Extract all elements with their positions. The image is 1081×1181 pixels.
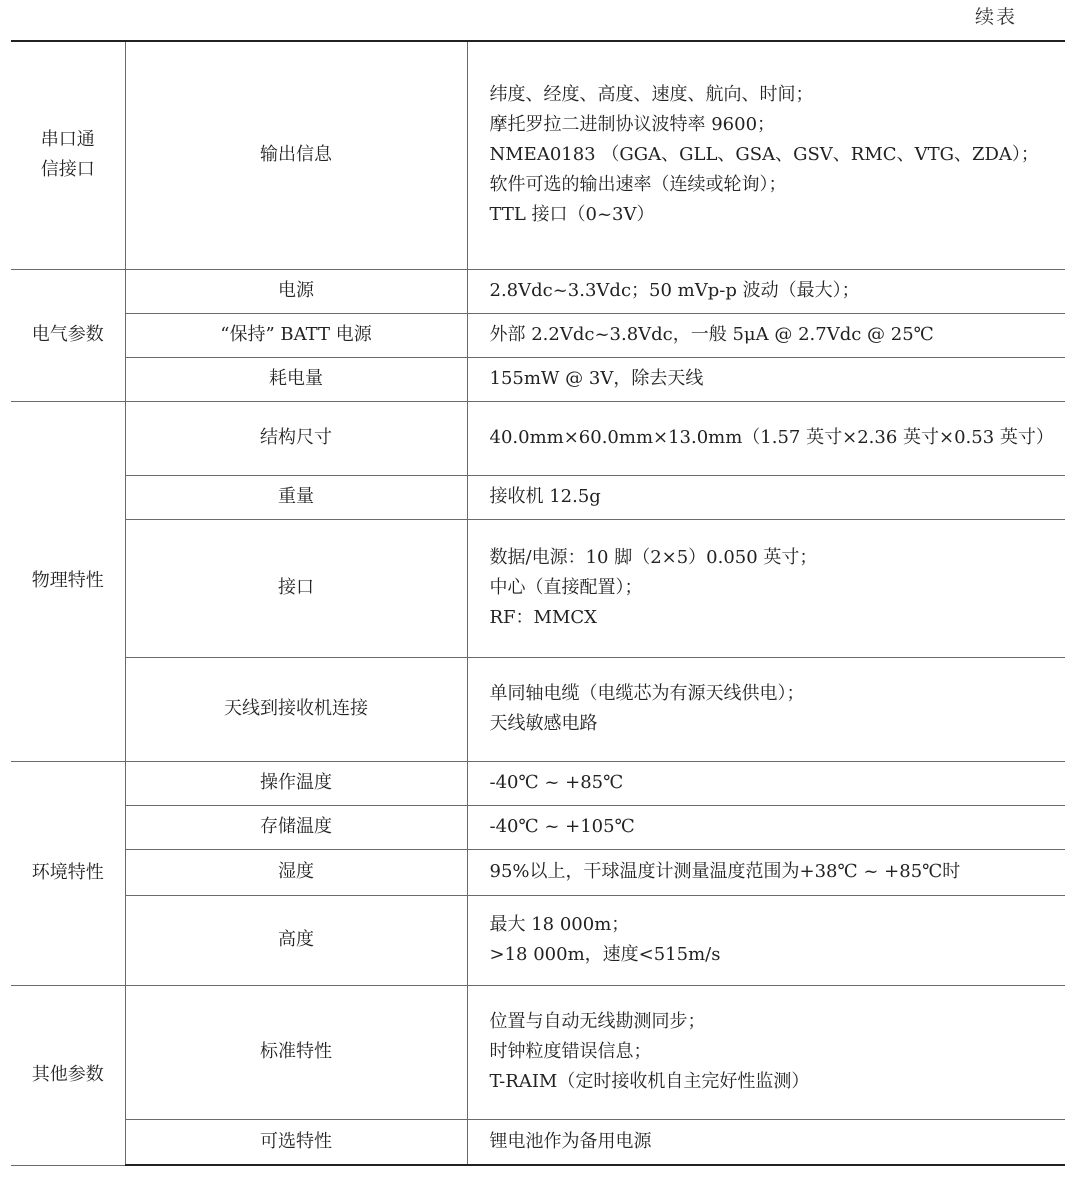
description-line: 接收机 12.5g	[489, 486, 601, 507]
description-cell	[467, 657, 1065, 761]
item-cell: 天线到接收机连接	[125, 657, 467, 761]
item-cell: 接口	[125, 519, 467, 657]
table-row	[11, 269, 1065, 313]
table-row	[11, 805, 1065, 849]
description-cell	[467, 519, 1065, 657]
item-cell: 输出信息	[125, 41, 467, 269]
description-line: -40℃ ~ +85℃	[489, 772, 624, 793]
table-row	[11, 657, 1065, 761]
table-row	[11, 895, 1065, 985]
description-line: 单同轴电缆（电缆芯为有源天线供电）；	[489, 683, 805, 704]
description-line: 外部 2.2Vdc~3.8Vdc，一般 5μA @ 2.7Vdc @ 25℃	[489, 324, 934, 345]
description-cell	[467, 41, 1065, 269]
description-cell	[467, 269, 1065, 313]
item-cell: 耗电量	[125, 357, 467, 401]
description-line: -40℃ ~ +105℃	[489, 816, 635, 837]
description-cell	[467, 401, 1065, 475]
item-cell: 结构尺寸	[125, 401, 467, 475]
description-cell	[467, 805, 1065, 849]
description-line: 155mW @ 3V，除去天线	[489, 368, 704, 389]
description-line: T-RAIM（定时接收机自主完好性监测）	[489, 1071, 810, 1092]
table-row	[11, 313, 1065, 357]
category-cell: 环境特性	[11, 761, 125, 985]
description-cell	[467, 357, 1065, 401]
item-cell: 存储温度	[125, 805, 467, 849]
table-row	[11, 1119, 1065, 1165]
description-line: 锂电池作为备用电源	[489, 1130, 652, 1152]
category-label: 串口通信接口	[40, 129, 95, 181]
category-cell	[11, 41, 125, 269]
item-cell: 湿度	[125, 849, 467, 895]
category-cell: 物理特性	[11, 401, 125, 761]
description-line: 2.8Vdc~3.3Vdc；50 mVp-p 波动（最大）；	[489, 280, 860, 301]
description-cell	[467, 313, 1065, 357]
item-cell: 电源	[125, 269, 467, 313]
table-row	[11, 475, 1065, 519]
table-row	[11, 761, 1065, 805]
table-row	[11, 849, 1065, 895]
table-row	[11, 519, 1065, 657]
description-line: TTL 接口（0~3V）	[489, 204, 655, 226]
description-line: 95%以上，干球温度计测量温度范围为+38℃ ~ +85℃时	[489, 861, 961, 882]
description-line: NMEA0183 （GGA、GLL、GSA、GSV、RMC、VTG、ZDA）；	[489, 144, 1039, 166]
description-cell	[467, 895, 1065, 985]
description-line: 中心（直接配置）；	[489, 577, 643, 598]
spec-table	[11, 40, 1065, 1166]
description-line: >18 000m，速度<515m/s	[489, 944, 721, 965]
description-line: 位置与自动无线勘测同步；	[489, 1011, 706, 1032]
description-line: RF：MMCX	[489, 607, 597, 628]
item-cell: “保持” BATT 电源	[125, 313, 467, 357]
table-row	[11, 357, 1065, 401]
item-cell: 重量	[125, 475, 467, 519]
description-line: 摩托罗拉二进制协议波特率 9600；	[489, 114, 776, 136]
description-cell	[467, 985, 1065, 1119]
description-line: 40.0mm×60.0mm×13.0mm（1.57 英寸×2.36 英寸×0.53 英寸）	[489, 427, 1054, 448]
description-line: 数据/电源：10 脚（2×5）0.050 英寸；	[489, 547, 818, 568]
item-cell: 高度	[125, 895, 467, 985]
category-cell: 其他参数	[11, 985, 125, 1165]
table-continued-caption: 续表	[974, 6, 1017, 28]
description-line: 时钟粒度错误信息；	[489, 1041, 652, 1062]
description-line: 纬度、经度、高度、速度、航向、时间；	[489, 84, 814, 106]
table-row	[11, 401, 1065, 475]
table-row	[11, 985, 1065, 1119]
description-line: 软件可选的输出速率（连续或轮询）；	[489, 174, 787, 196]
description-cell	[467, 761, 1065, 805]
category-cell: 电气参数	[11, 269, 125, 401]
item-cell: 标准特性	[125, 985, 467, 1119]
description-line: 最大 18 000m；	[489, 914, 630, 935]
description-cell	[467, 475, 1065, 519]
description-line: 天线敏感电路	[489, 713, 598, 734]
item-cell: 操作温度	[125, 761, 467, 805]
description-cell	[467, 849, 1065, 895]
table-row	[11, 41, 1065, 269]
description-cell	[467, 1119, 1065, 1165]
item-cell: 可选特性	[125, 1119, 467, 1165]
